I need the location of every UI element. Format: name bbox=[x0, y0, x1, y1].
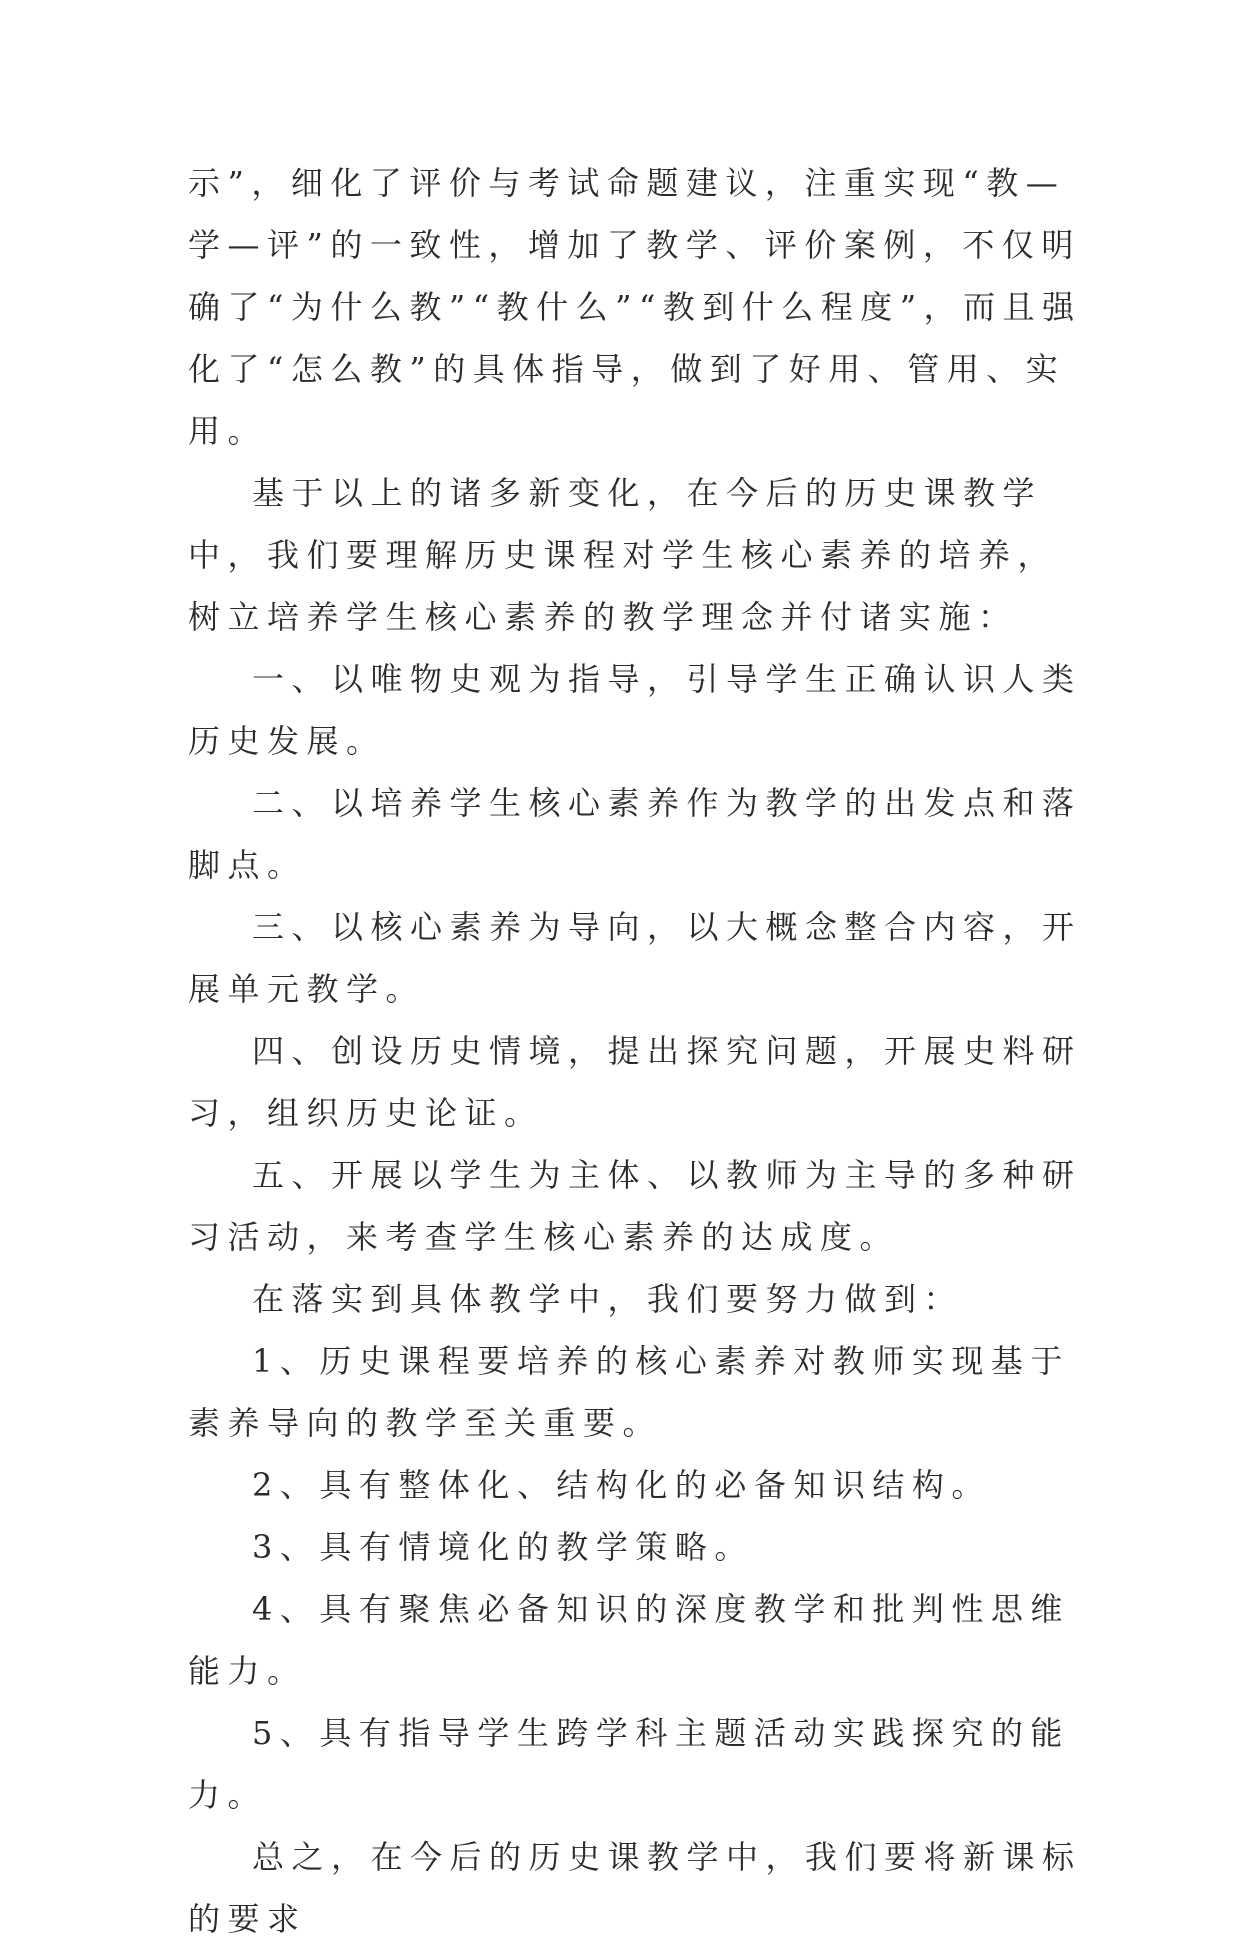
paragraph-7: 五、开展以学生为主体、以教师为主导的多种研习活动，来考查学生核心素养的达成度。 bbox=[188, 1156, 1082, 1256]
paragraph-12: 4、具有聚焦必备知识的深度教学和批判性思维能力。 bbox=[188, 1590, 1070, 1690]
paragraph-4: 二、以培养学生核心素养作为教学的出发点和落脚点。 bbox=[188, 784, 1082, 884]
paragraph-10: 2、具有整体化、结构化的必备知识结构。 bbox=[252, 1466, 991, 1504]
paragraph-8: 在落实到具体教学中，我们要努力做到： bbox=[252, 1280, 964, 1318]
paragraph-6: 四、创设历史情境，提出探究问题，开展史料研习，组织历史论证。 bbox=[188, 1032, 1082, 1132]
body-text bbox=[188, 152, 1088, 1950]
paragraph-14: 总之，在今后的历史课教学中，我们要将新课标的要求 bbox=[188, 1838, 1082, 1938]
paragraph-1: 示”，细化了评价与考试命题建议，注重实现“教—学—评”的一致性，增加了教学、评价案例，不仅明确了“为什么教”“教什么”“教到什么程度”，而且强化了“怎么教”的具体指导，做到了好用、管用、实用。 bbox=[188, 164, 1082, 450]
paragraph-13: 5、具有指导学生跨学科主题活动实践探究的能力。 bbox=[188, 1714, 1070, 1814]
paragraph-5: 三、以核心素养为导向，以大概念整合内容，开展单元教学。 bbox=[188, 908, 1082, 1008]
paragraph-3: 一、以唯物史观为指导，引导学生正确认识人类历史发展。 bbox=[188, 660, 1082, 760]
paragraph-2: 基于以上的诸多新变化，在今后的历史课教学中，我们要理解历史课程对学生核心素养的培养，树立培养学生核心素养的教学理念并付诸实施： bbox=[188, 474, 1058, 636]
paragraph-11: 3、具有情境化的教学策略。 bbox=[252, 1528, 754, 1566]
paragraph-9: 1、历史课程要培养的核心素养对教师实现基于素养导向的教学至关重要。 bbox=[188, 1342, 1070, 1442]
